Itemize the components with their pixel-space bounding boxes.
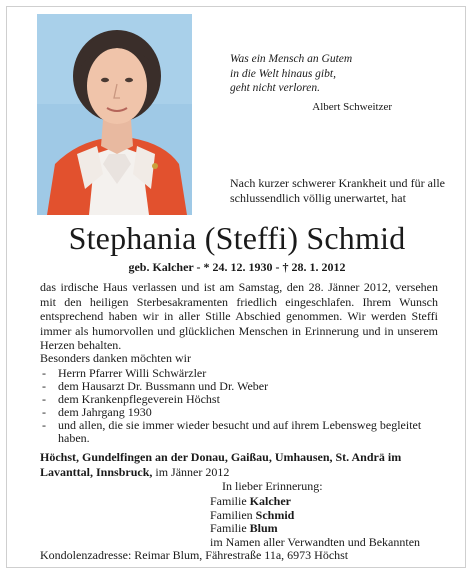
thanks-item: - Herrn Pfarrer Willi Schwärzler	[40, 367, 440, 380]
family-prefix: Familien	[210, 507, 256, 522]
family-name: Schmid	[255, 507, 295, 522]
quote-author: Albert Schweitzer	[312, 100, 392, 113]
family-line	[210, 495, 460, 508]
family-name: Blum	[249, 521, 278, 536]
thanks-item: - dem Hausarzt Dr. Bussmann und Dr. Weber	[40, 380, 440, 393]
announcement-text: das irdische Haus verlassen und ist am Samstag, den 28. Jänner 2012, versehen mit den heiligen Sterbesakramenten friedlich eingeschlafen. Ihrem Wunsch entsprechend haben wir in aller Stille Abschied genommen. Wir werden Steffi immer als humorvollen und glücklichen Menschen in Erinnerung und in unserem Herzen behalten.	[40, 280, 438, 353]
deceased-name: Stephania (Steffi) Schmid	[68, 220, 406, 256]
family-prefix: Familie	[210, 521, 250, 536]
quote-line-3: geht nicht verloren.	[230, 82, 320, 94]
family-line	[210, 509, 460, 522]
life-dates: geb. Kalcher - * 24. 12. 1930 - † 28. 1. 2012	[128, 260, 346, 274]
thanks-heading: Besonders danken möchten wir	[40, 351, 191, 365]
thanks-item: - dem Jahrgang 1930	[40, 406, 440, 419]
memory-lead: In lieber Erinnerung:	[222, 479, 323, 493]
thanks-item: - dem Krankenpflegeverein Höchst	[40, 393, 440, 406]
intro-text: Nach kurzer schwerer Krankheit und für alle schlussendlich völlig unerwartet, hat	[230, 176, 445, 205]
memory-block	[210, 480, 460, 549]
date-text: im Jänner 2012	[152, 464, 230, 479]
quote-line-1: Was ein Mensch an Gutem	[230, 53, 353, 65]
thanks-list	[40, 367, 440, 445]
thanks-item: - und allen, die sie immer wieder besucht und auf ihrem Lebensweg begleitet haben.	[40, 419, 440, 445]
quote-line-2: in die Welt hinaus gibt,	[230, 67, 336, 80]
family-prefix: Familie	[210, 494, 250, 509]
portrait-photo	[37, 14, 192, 215]
family-name: Kalcher	[249, 494, 291, 509]
family-line	[210, 522, 460, 535]
memory-closing: im Namen aller Verwandten und Bekannten	[210, 534, 421, 549]
places-list: Höchst, Gundelfingen an der Donau, Gaißau, Umhausen, St. Andrä im Lavanttal, Innsbruck,	[40, 450, 402, 479]
portrait-illustration	[37, 14, 192, 215]
quote-block	[230, 52, 440, 114]
places-and-date	[40, 450, 440, 479]
condolence-address: Kondolenzadresse: Reimar Blum, Fährestraße 11a, 6973 Höchst	[40, 548, 349, 562]
